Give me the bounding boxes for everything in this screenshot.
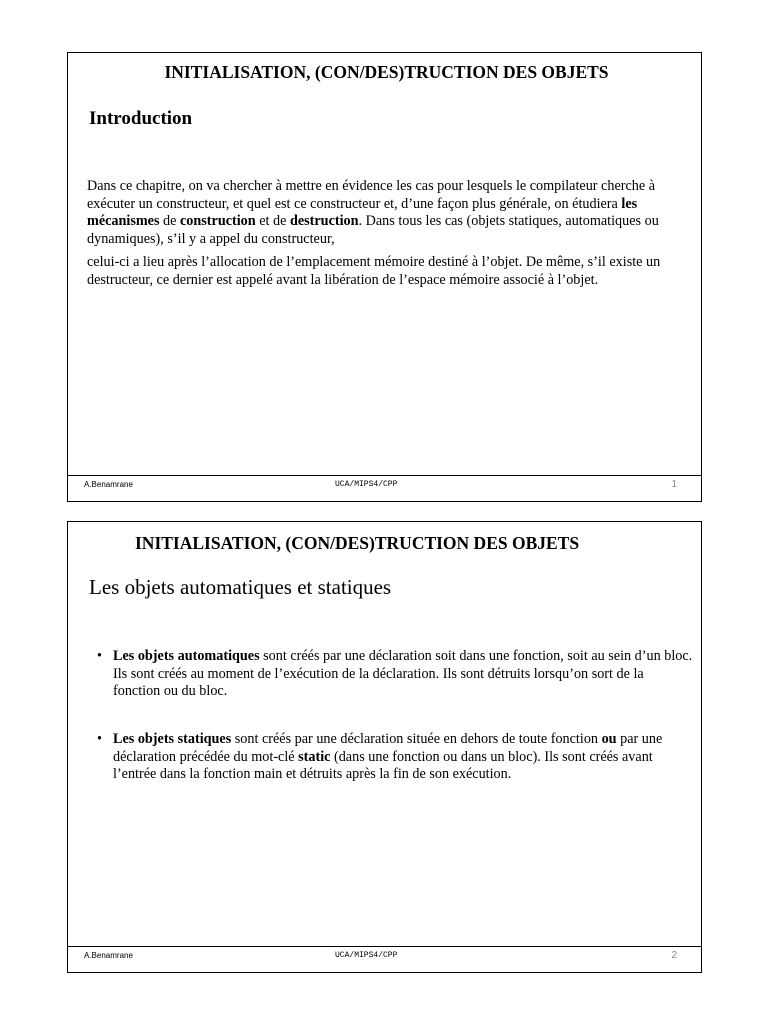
slide-1 — [67, 52, 702, 502]
text-run: . Dans tous les cas (objets statiques, automatiques ou dynamiques), s’il y a appel du constructeur, — [87, 213, 659, 247]
text-run: (dans une fonction ou dans un bloc). Ils sont créés avant l’entrée dans la fonction main et détruits après la fin de son exécution. — [113, 748, 653, 782]
bullet-item-static — [97, 731, 693, 784]
text-run: de — [159, 213, 180, 229]
bullet-item-automatic — [97, 648, 693, 701]
bold-run: destruction — [289, 213, 359, 229]
slide-heading: Les objets automatiques et statiques — [89, 575, 392, 599]
bold-run: static — [298, 748, 331, 765]
text-run: sont créés par une déclaration soit dans une fonction, soit au sein d’un bloc. Ils sont créés au moment de l’exécution de la déclaration. Ils sont détruits lorsqu’on sort de la fonction ou du bloc. — [113, 648, 693, 699]
slide-title: INITIALISATION, (CON/DES)TRUCTION DES OBJETS — [164, 62, 609, 82]
bullet-dot-icon: • — [97, 731, 102, 747]
bullet-dot-icon: • — [97, 648, 102, 664]
slide-title: INITIALISATION, (CON/DES)TRUCTION DES OBJETS — [135, 533, 580, 553]
footer-page-number: 1 — [671, 479, 677, 490]
slide-footer — [68, 946, 701, 973]
slide-heading: Introduction — [89, 108, 193, 129]
text-run: Dans ce chapitre, on va chercher à mettre en évidence les cas pour lesquels le compilateur cherche à exécuter un constructeur, et quel est ce constructeur et, d’une façon plus générale, on étudiera — [87, 178, 656, 212]
bold-run: les mécanismes — [87, 195, 638, 229]
bold-run: construction — [180, 213, 256, 229]
bold-run: ou — [601, 731, 617, 747]
bold-run: Les objets statiques — [113, 731, 232, 747]
footer-author: A.Benamrane — [84, 480, 133, 489]
slide-footer — [68, 475, 701, 502]
slide-2 — [67, 521, 702, 973]
footer-course: UCA/MIPS4/CPP — [335, 951, 398, 960]
footer-course: UCA/MIPS4/CPP — [335, 480, 398, 489]
text-run: par une déclaration précédée du mot-clé — [113, 731, 663, 765]
intro-paragraph-continued: celui-ci a lieu après l’allocation de l’emplacement mémoire destiné à l’objet. De même, s’il existe un destructeur, ce dernier est appelé avant la libération de l’espace mémoire associé à l’objet. — [87, 254, 661, 288]
bold-run: Les objets automatiques — [113, 648, 260, 664]
footer-page-number: 2 — [671, 950, 677, 961]
text-run: et de — [255, 213, 290, 229]
intro-paragraph — [87, 178, 687, 248]
footer-author: A.Benamrane — [84, 951, 133, 960]
text-run: sont créés par une déclaration située en dehors de toute fonction — [231, 731, 602, 747]
